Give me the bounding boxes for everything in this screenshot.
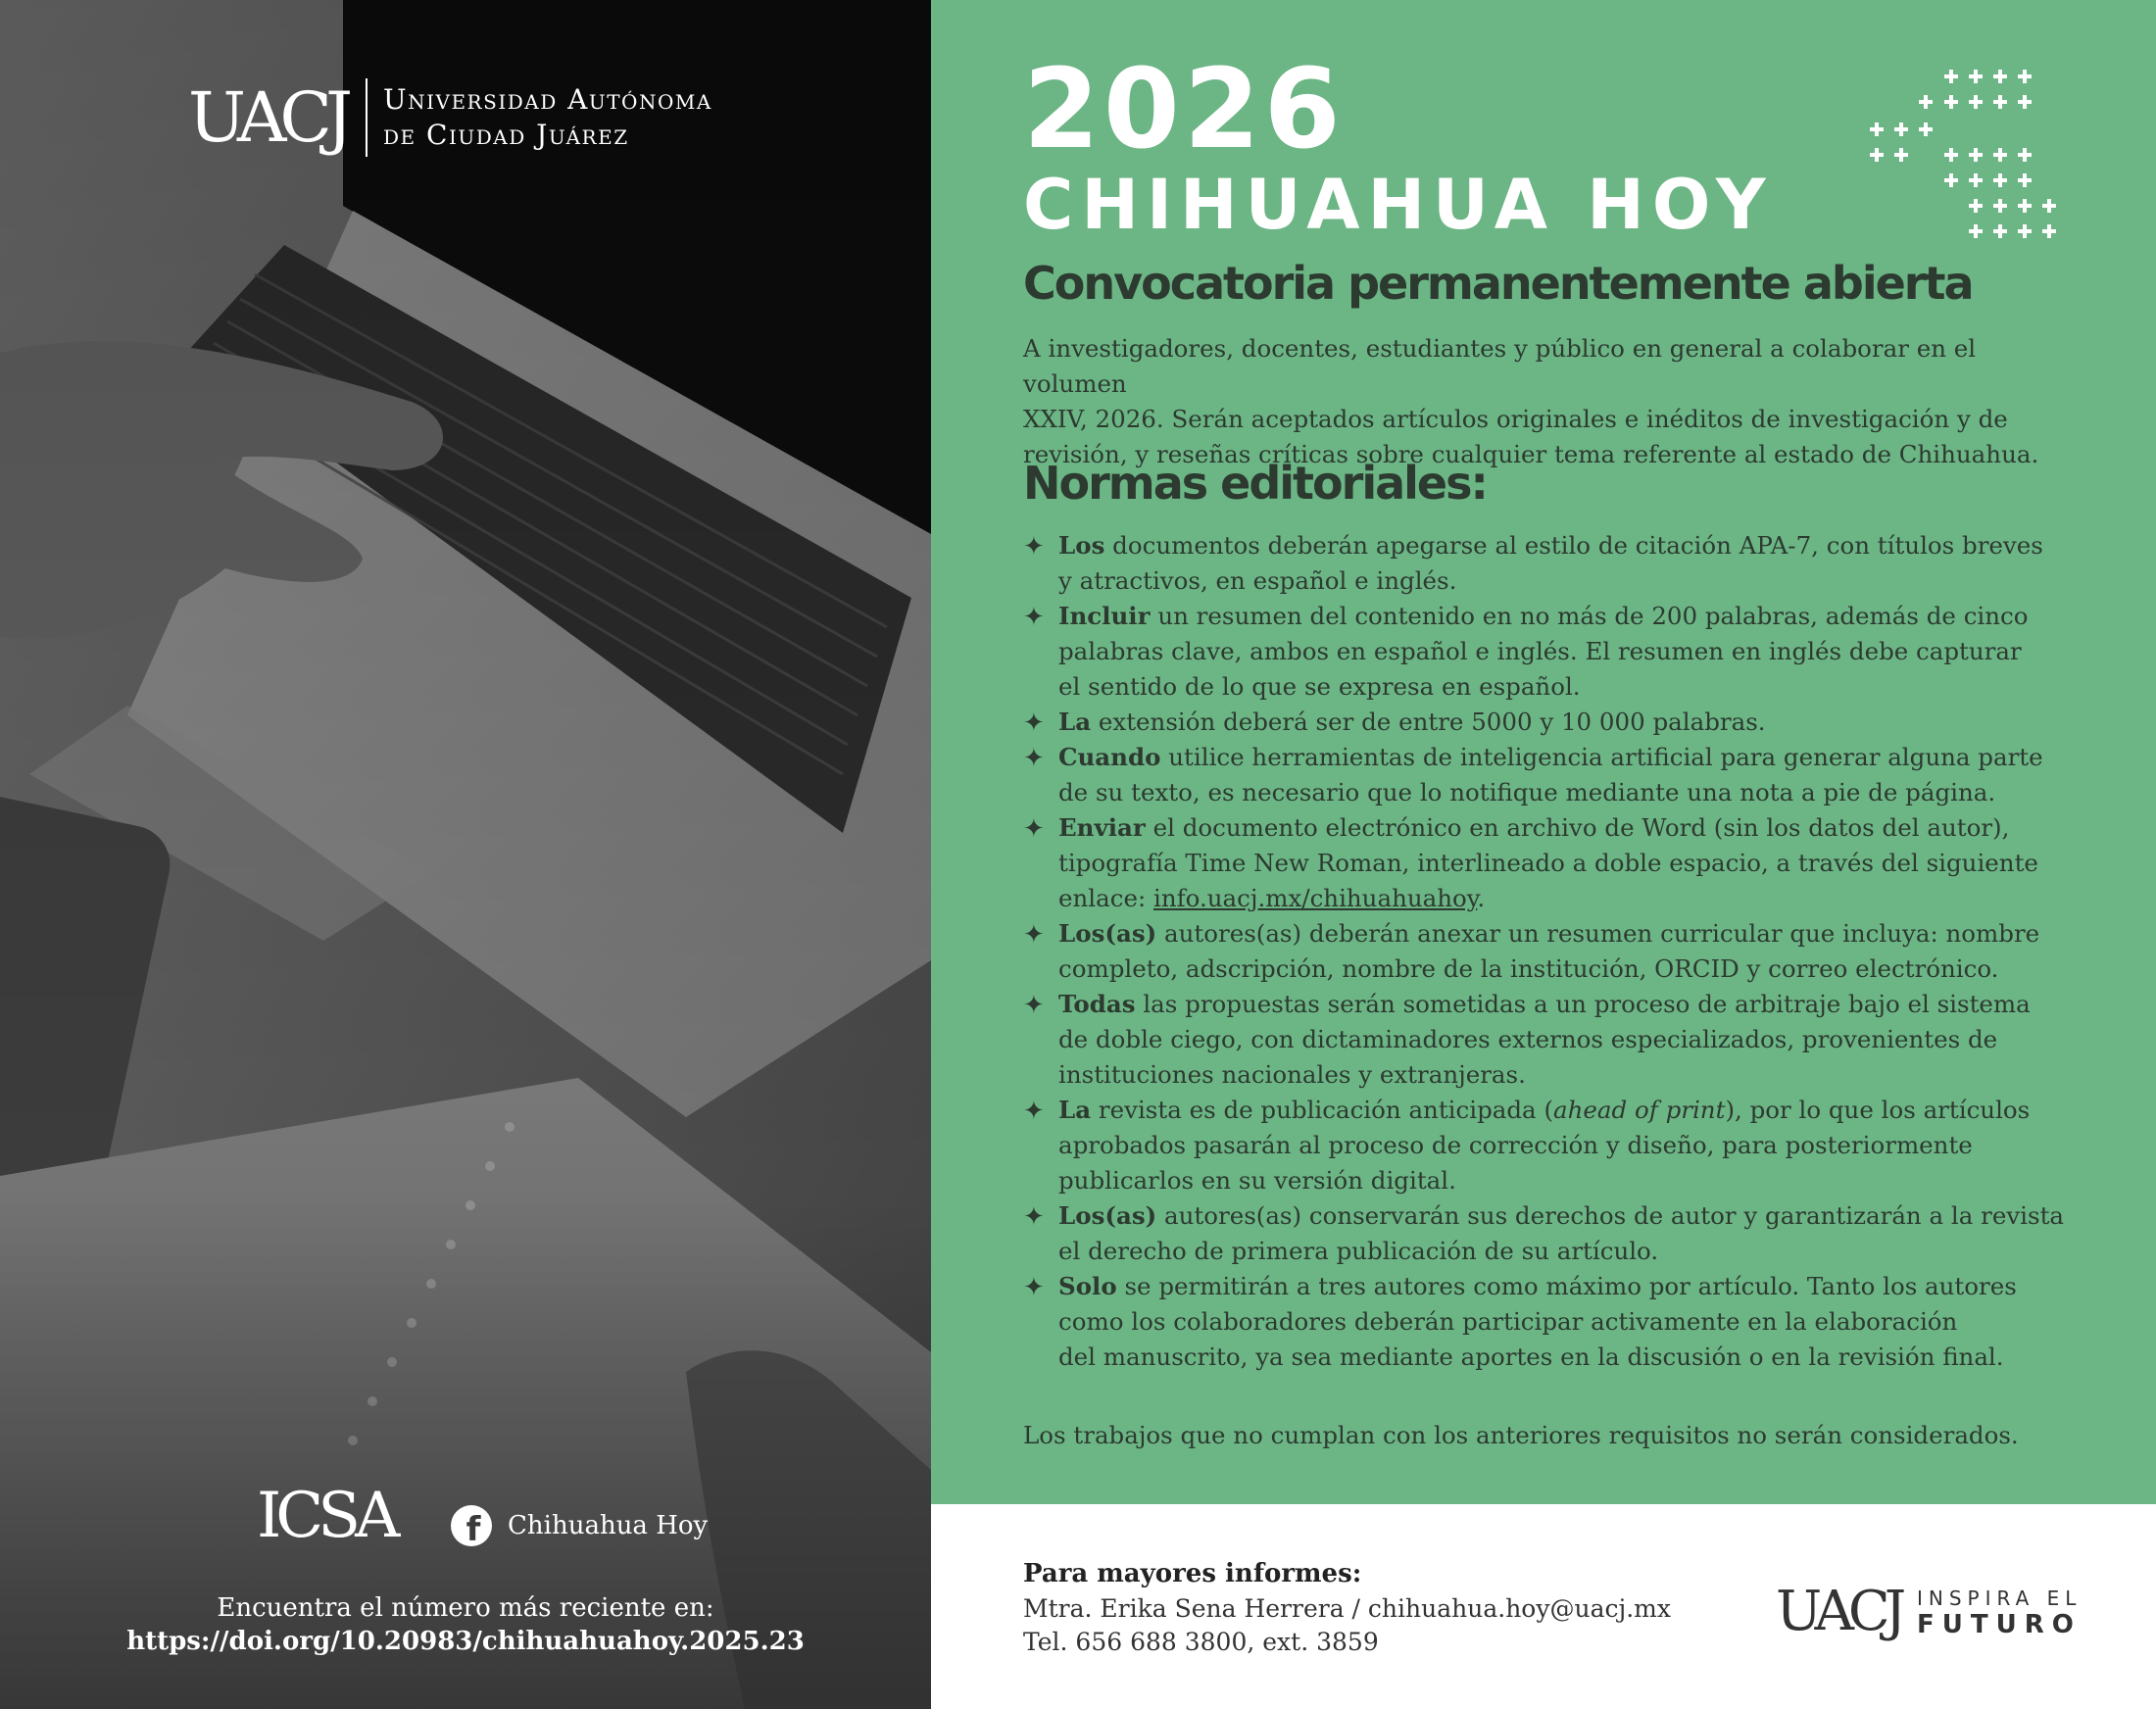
uacj-footer-logo: UACJ	[1776, 1580, 1901, 1643]
rule-text: enlace:	[1058, 884, 1153, 912]
four-point-star-icon: ✦	[1023, 1097, 1045, 1126]
four-point-star-icon: ✦	[1023, 814, 1045, 844]
rule-text: autores(as) deberán anexar un resumen curricular que incluya: nombre	[1156, 919, 2040, 948]
doi-link[interactable]: https://doi.org/10.20983/chihuahuahoy.2025.23	[126, 1627, 805, 1656]
rule-text: se permitirán a tres autores como máximo por artículo. Tanto los autores	[1116, 1272, 2017, 1300]
facebook-icon: f	[451, 1505, 492, 1546]
slogan-line1: INSPIRA EL	[1917, 1587, 2082, 1610]
four-point-star-icon: ✦	[1023, 744, 1045, 773]
hero-year: 2026	[1023, 46, 1345, 173]
rule-text: publicarlos en su versión digital.	[1058, 1166, 1456, 1195]
logo-divider	[366, 78, 368, 157]
rule-text: instituciones nacionales y extranjeras.	[1058, 1060, 1526, 1089]
rule-lead: La	[1058, 708, 1092, 736]
rule-text: .	[1477, 884, 1486, 912]
laptop-photo	[0, 0, 931, 1709]
rule-text: completo, adscripción, nombre de la institución, ORCID y correo electrónico.	[1058, 954, 1999, 983]
facebook-link[interactable]	[451, 1505, 708, 1546]
uacj-logo	[188, 78, 712, 157]
find-latest-text: Encuentra el número más reciente en:	[217, 1593, 714, 1623]
submission-link[interactable]: info.uacj.mx/chihuahuahoy	[1152, 884, 1478, 912]
four-point-star-icon: ✦	[1023, 708, 1045, 738]
rule-text-italic: ahead of print	[1553, 1096, 1726, 1124]
four-point-star-icon: ✦	[1023, 1202, 1045, 1232]
rule-text: extensión deberá ser de entre 5000 y 10 000 palabras.	[1091, 708, 1766, 736]
rule-item	[1023, 987, 2082, 1093]
call-title: Convocatoria permanentemente abierta	[1023, 257, 1973, 310]
four-point-star-icon: ✦	[1023, 1273, 1045, 1302]
rule-text: de su texto, es necesario que lo notifique mediante una nota a pie de página.	[1058, 778, 1996, 806]
contact-phone: Tel. 656 688 3800, ext. 3859	[1023, 1628, 1379, 1656]
rule-item	[1023, 916, 2082, 987]
contact-email[interactable]: Mtra. Erika Sena Herrera / chihuahua.hoy@uacj.mx	[1023, 1594, 1671, 1623]
rule-text: revista es de publicación anticipada (	[1091, 1096, 1553, 1124]
slogan-line2: FUTURO	[1917, 1610, 2082, 1639]
four-point-star-icon: ✦	[1023, 920, 1045, 950]
rule-item	[1023, 810, 2082, 916]
rule-text: utilice herramientas de inteligencia artificial para generar alguna parte	[1160, 743, 2043, 771]
four-point-star-icon: ✦	[1023, 532, 1045, 562]
facebook-label: Chihuahua Hoy	[508, 1511, 709, 1540]
rule-text: como los colaboradores deberán participar activamente en la elaboración	[1058, 1307, 1958, 1336]
rule-item	[1023, 1093, 2082, 1198]
four-point-star-icon: ✦	[1023, 991, 1045, 1020]
uacj-logo-mark: UACJ	[188, 77, 347, 158]
rule-lead: Solo	[1058, 1272, 1117, 1300]
rule-lead: Incluir	[1058, 602, 1151, 630]
rule-text: el derecho de primera publicación de su artículo.	[1058, 1237, 1659, 1265]
rule-lead: La	[1058, 1096, 1092, 1124]
rule-text: autores(as) conservarán sus derechos de autor y garantizarán a la revista	[1156, 1201, 2065, 1230]
rule-text: aprobados pasarán al proceso de corrección y diseño, para posteriormente	[1058, 1131, 1973, 1159]
icsa-logo: ICSA	[257, 1480, 395, 1552]
rule-lead: Todas	[1058, 990, 1136, 1018]
call-intro-line: revisión, y reseñas críticas sobre cualquier tema referente al estado de Chihuahua.	[1023, 440, 2039, 468]
rules-list	[1023, 528, 2082, 1375]
plus-pattern-decoration	[931, 0, 2156, 255]
rule-text: del manuscrito, ya sea mediante aportes en la discusión o en la revisión final.	[1058, 1343, 2004, 1371]
rule-item	[1023, 705, 2082, 740]
rule-item	[1023, 599, 2082, 705]
rule-lead: Los(as)	[1058, 1201, 1157, 1230]
rule-item	[1023, 740, 2082, 810]
info-title: Para mayores informes:	[1023, 1559, 1362, 1588]
rule-text: documentos deberán apegarse al estilo de citación APA-7, con títulos breves	[1104, 531, 2043, 560]
closing-note: Los trabajos que no cumplan con los anteriores requisitos no serán considerados.	[1023, 1421, 2019, 1449]
rule-item	[1023, 1198, 2082, 1269]
rule-text: de doble ciego, con dictaminadores externos especializados, provenientes de	[1058, 1025, 1998, 1053]
rule-lead: Cuando	[1058, 743, 1161, 771]
rule-lead: Los(as)	[1058, 919, 1157, 948]
rule-text: tipografía Time New Roman, interlineado a doble espacio, a través del siguiente	[1058, 849, 2038, 877]
rule-text: palabras clave, ambos en español e inglés. El resumen en inglés debe capturar	[1058, 637, 2022, 665]
rule-text: ), por lo que los artículos	[1725, 1096, 2031, 1124]
rule-text: el documento electrónico en archivo de Word (sin los datos del autor),	[1145, 813, 2010, 842]
four-point-star-icon: ✦	[1023, 603, 1045, 632]
rules-title: Normas editoriales:	[1023, 457, 1487, 510]
journal-title: CHIHUAHUA HOY	[1023, 165, 1774, 245]
call-intro	[1023, 331, 2082, 472]
call-intro-line: XXIV, 2026. Serán aceptados artículos originales e inéditos de investigación y de	[1023, 405, 2008, 433]
rule-item	[1023, 528, 2082, 599]
photo-panel	[0, 0, 931, 1709]
rule-text: y atractivos, en español e inglés.	[1058, 566, 1457, 595]
rule-lead: Enviar	[1058, 813, 1146, 842]
rule-text: las propuestas serán sometidas a un proceso de arbitraje bajo el sistema	[1135, 990, 2031, 1018]
rule-text: el sentido de lo que se expresa en español.	[1058, 672, 1581, 701]
university-name	[383, 82, 712, 153]
rule-text: un resumen del contenido en no más de 200 palabras, además de cinco	[1150, 602, 2029, 630]
rule-lead: Los	[1058, 531, 1105, 560]
info-panel	[931, 1504, 2156, 1709]
rule-item	[1023, 1269, 2082, 1375]
university-name-line1: Universidad Autónoma	[383, 83, 712, 116]
university-name-line2: de Ciudad Juárez	[383, 119, 629, 151]
call-intro-line: A investigadores, docentes, estudiantes y público en general a colaborar en el volumen	[1023, 334, 1977, 398]
